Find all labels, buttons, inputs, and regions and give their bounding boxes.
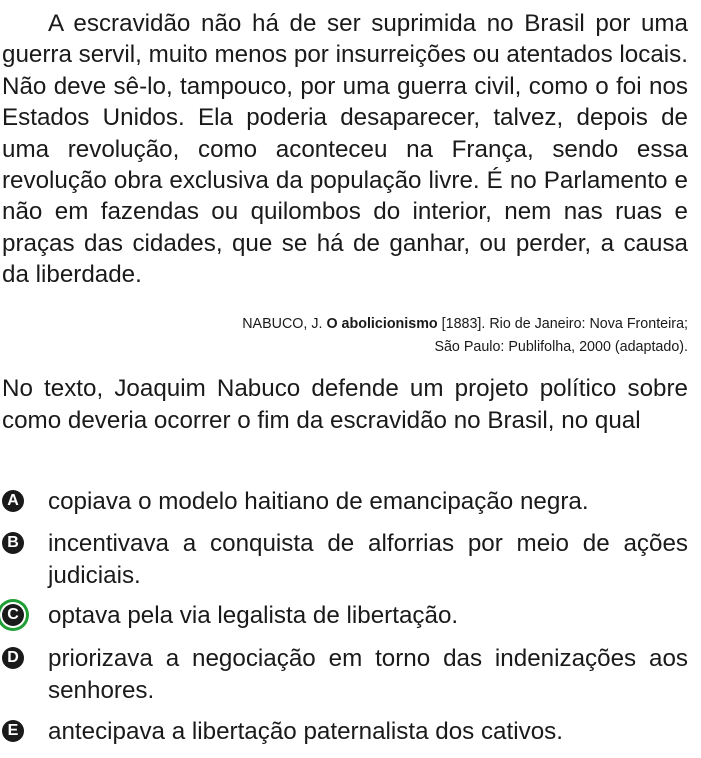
passage-paragraph: [2, 8, 688, 291]
option-text-b: incentivava a conquista de alforrias por meio de ações judiciais.: [48, 530, 688, 589]
option-text-e: antecipava a libertação paternalista dos cativos.: [48, 718, 563, 745]
option-letter-c-selected[interactable]: C: [2, 604, 24, 626]
citation-line-1: [120, 313, 688, 336]
option-letter-d[interactable]: D: [2, 647, 24, 669]
option-letter-b[interactable]: B: [2, 532, 24, 554]
option-text-d: priorizava a negociação em torno das indenizações aos senhores.: [48, 645, 688, 704]
citation-work: O abolicionismo: [326, 316, 438, 332]
passage: [2, 8, 688, 291]
citation-author: NABUCO, J.: [242, 316, 323, 332]
citation-line-2: São Paulo: Publifolha, 2000 (adaptado).: [434, 339, 688, 355]
passage-text: A escravidão não há de ser suprimida no Brasil por uma guerra servil, muito menos por insurreições ou atentados locais. Não deve sê-lo, tampouco, por uma guerra civil, como o foi nos Estados Unidos. Ela poderia desaparecer, talvez, depois de uma revolução, como aconteceu na França, sendo essa revolução obra exclusiva da população livre. É no Parlamento e não em fazendas ou quilombos do interior, nem nas ruas e praças das cidades, que se há de ganhar, ou perder, a causa da liberdade.: [2, 10, 688, 289]
question-stem: No texto, Joaquim Nabuco defende um projeto político sobre como deveria ocorrer o fim da escravidão no Brasil, no qual: [2, 375, 688, 434]
option-text-c: optava pela via legalista de libertação.: [48, 602, 459, 629]
citation-details: [1883]. Rio de Janeiro: Nova Fronteira;: [441, 316, 688, 332]
citation: [120, 313, 688, 359]
option-text-a: copiava o modelo haitiano de emancipação negra.: [48, 488, 589, 515]
option-letter-e[interactable]: E: [2, 720, 24, 742]
option-letter-a[interactable]: A: [2, 490, 24, 512]
